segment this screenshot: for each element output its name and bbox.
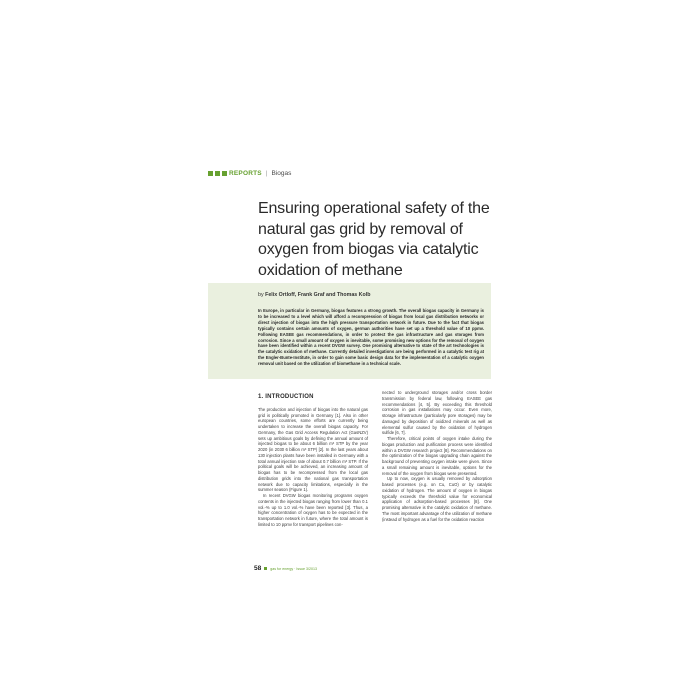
body-column-left [258, 395, 368, 528]
article-title: Ensuring operational safety of the natural gas grid by removal of oxygen from biogas via catalytic oxidation of methane [258, 200, 490, 279]
topic-label: Biogas [271, 169, 292, 177]
body-paragraph: Therefore, critical points of oxygen intake during the biogas production and purification process were identified within a DVGW research project [8]. Recommendations on the optimization of the biogas upgrading chain against the background of preventing oxygen intake were given. Since a small remaining amount is inevitable, options for the removal of the oxygen from biogas were presented. [382, 436, 492, 476]
body-paragraph: Up to now, oxygen is usually removed by adsorption based processes (e.g. on Cu, CuO) or by catalytic oxidation of hydrogen. The amount of oxygen in biogas typically exceeds the threshold value for economical application of adsorption-based processes [8]. One promising alternative is the catalytic oxidation of methane. The most important advantage of the utilization of methane (instead of hydrogen as a fuel for the oxidation reaction [382, 476, 492, 522]
header-square-icon [215, 171, 220, 176]
page-number: 58 [254, 565, 262, 572]
abstract-box [208, 283, 491, 379]
byline [258, 292, 370, 298]
footer-square-icon [264, 567, 267, 570]
body-paragraph: nected to underground storages and/or cross border transmission by federal law, following EASEE gas recommendations [4, 5]. By exceeding this threshold corrosion in gas installations may occur. Even more, storage infrastructure (particularly pore storages) may be damaged by deposition of oxidized minerals as well as elemental sulfur caused by the oxidation of hydrogen sulfide [6, 7]. [382, 390, 492, 436]
section-heading: 1. INTRODUCTION [258, 394, 314, 400]
header-square-icon [222, 171, 227, 176]
body-column-right [382, 390, 492, 522]
section-header [208, 168, 291, 178]
page-footer [254, 565, 317, 572]
body-paragraph: In recent DVGW biogas monitoring programs oxygen contents in the injected biogas ranging from lower than 0.1 vol.-% up to 1.0 vol.-% have been reported [3]. Thus, a higher concentration of oxygen has to be expected in the transportation network in future, where the total amount is limited to 10 ppmv for transport pipelines con- [258, 493, 368, 527]
byline-authors: Felix Ortloff, Frank Graf and Thomas Kolb [265, 292, 371, 298]
body-paragraph: The production and injection of biogas into the natural gas grid is politically promoted in Germany [1]. Also in other european countries, some efforts are currently being undertaken to increase the overall biogas capacity. For Germany, the Gas Grid Access Regulation Act (GasNZV) sets up ambitious goals by defining the annual amount of injected biogas to be about 6 billion m³ STP by the year 2020 (in 2030 6 billion m³ STP) [2]. In the last years about 130 injection plants have been installed in Germany with a total annual injection rate of about 0.7 billion m³ STP. If the political goals will be achieved, an increasing amount of biogas has to be recompressed from the local gas distribution grids into the national gas transportation network due to capacity limitations, especially in the summer season (Figure 1). [258, 406, 368, 493]
journal-name: gas for energy · Issue 3/2013 [270, 566, 317, 571]
abstract-text: In Europe, in particular in Germany, biogas features a strong growth. The overall biogas capacity in Germany is to be increased to a level which will afford a recompression of biogas from local gas distribution networks or direct injection of biogas into the high pressure transportation network in future. Due to the fact that biogas typically contains certain amounts of oxygen, german authorities have set up a threshold value of 10 ppmv. Following EASEE gas recommendations, in order to protect the gas infrastructure and gas storages from corrosion. Since a small amount of oxygen is inevitable, some promising new options for the removal of oxygen have been identified within a recent DVGW survey. One promising alternative to state of the art technologies is the catalytic oxidation of methane. Currently detailed investigations are being performed in a catalytic test rig at the Engler-Bunte-Institute, in order to gain some basic design data for the implementation of a catalytic oxygen removal unit based on the utilization of biomethane in a technical scale. [258, 308, 484, 367]
header-separator: | [265, 169, 268, 177]
header-square-icon [208, 171, 213, 176]
section-label: REPORTS [229, 169, 262, 177]
byline-prefix: by [258, 292, 264, 298]
